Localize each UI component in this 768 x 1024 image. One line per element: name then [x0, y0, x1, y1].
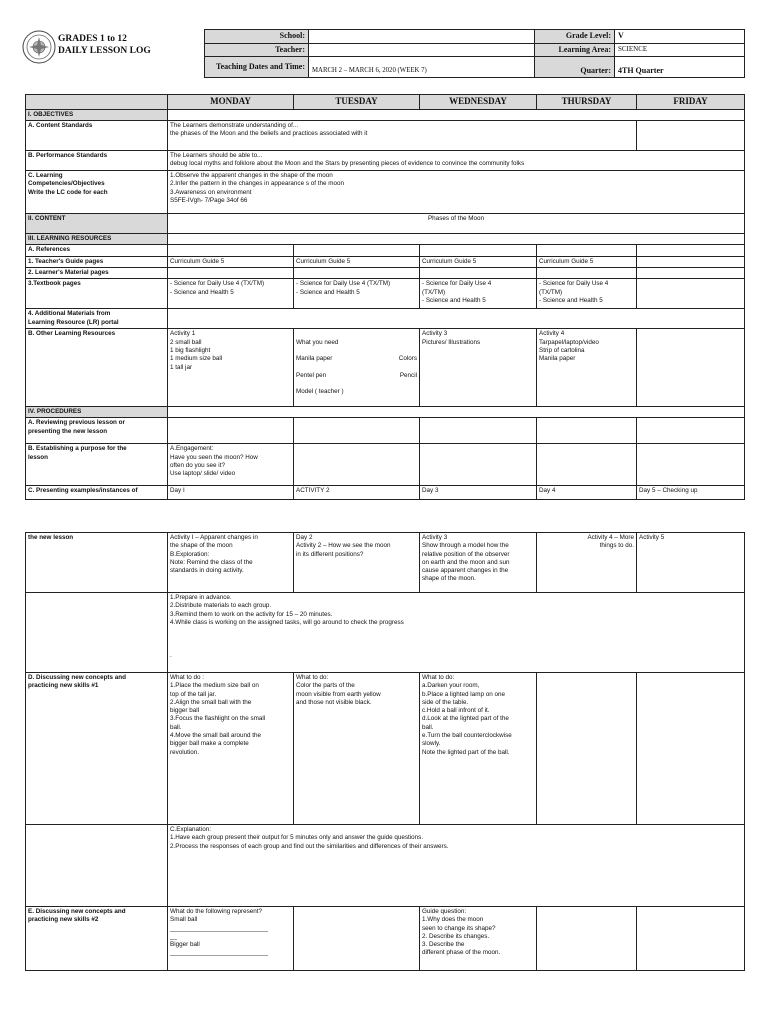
grade-level-value: V — [615, 30, 745, 44]
day-header-wednesday: WEDNESDAY — [420, 95, 537, 110]
reviewing-lesson-label: A. Reviewing previous lesson or presenting the new lesson — [26, 418, 168, 444]
learning-resources-row — [168, 234, 745, 245]
quarter-value: 4TH Quarter — [615, 57, 745, 78]
textbook-tuesday: - Science for Daily Use 4 (TX/TM) - Science and Health 5 — [294, 279, 420, 309]
reviewing-cell — [637, 418, 745, 444]
content-standards-friday — [637, 121, 745, 151]
instructions-merged: 1.Prepare in advance. 2.Distribute materials to each group. 3.Remind them to work on the activity for 15 – 20 minutes. 4.While class is working on the assigned tasks, will go around to check the progress . — [168, 593, 745, 673]
reviewing-cell — [294, 418, 420, 444]
day-header-tuesday: TUESDAY — [294, 95, 420, 110]
tg-monday: Curriculum Guide 5 — [168, 256, 294, 267]
tue-item-pentel: Pentel pen — [296, 371, 327, 379]
discussing-2-monday: What do the following represent? Small ball ____________________________ __ Bigger ball ____________________________ — [168, 907, 294, 971]
references-cell — [637, 245, 745, 256]
discussing-1-wednesday: What to do: a.Darken your room, b.Place a lighted lamp on one side of the table. c.Hold a ball infront of it. d.Look at the lighted part of the ball. e.Turn the ball counterclockwise slowly. Note the lighted part of the ball. — [420, 673, 537, 825]
objectives-heading: I. OBJECTIVES — [26, 109, 168, 120]
new-lesson-label: the new lesson — [26, 533, 168, 593]
corner-cell — [26, 95, 168, 110]
explanation-merged: C.Explanation: 1.Have each group present their output for 5 minutes only and answer the guide questions. 2.Process the responses of each group and find out the similarities and differences of their answers. — [168, 825, 745, 907]
objectives-row — [168, 109, 745, 120]
tg-wednesday: Curriculum Guide 5 — [420, 256, 537, 267]
other-resources-monday: Activity 1 2 small ball 1 big flashlight 1 medium size ball 1 tall jar — [168, 329, 294, 407]
title-line-1: GRADES 1 to 12 — [58, 34, 127, 44]
new-lesson-friday: Activity 5 — [637, 533, 745, 593]
reviewing-cell — [168, 418, 294, 444]
content-text: Phases of the Moon — [168, 214, 745, 234]
discussing-1-label: D. Discussing new concepts and practicing new skills #1 — [26, 673, 168, 825]
tue-item-manila: Manila paper — [296, 355, 333, 363]
tg-thursday: Curriculum Guide 5 — [537, 256, 637, 267]
textbook-wednesday: - Science for Daily Use 4 (TX/TM) - Science and Health 5 — [420, 279, 537, 309]
establishing-cell — [637, 444, 745, 486]
lm-cell — [637, 268, 745, 279]
other-resources-friday — [637, 329, 745, 407]
learning-area-label: Learning Area: — [535, 43, 615, 57]
quarter-label: Quarter: — [535, 57, 615, 78]
presenting-friday: Day 5 – Checking up — [637, 486, 745, 500]
textbook-friday — [637, 279, 745, 309]
lesson-log-table-page1 — [25, 94, 745, 500]
discussing-2-friday — [637, 907, 745, 971]
discussing-2-label: E. Discussing new concepts and practicing new skills #2 — [26, 907, 168, 971]
lm-cell — [420, 268, 537, 279]
school-label: School: — [205, 30, 309, 44]
day-header-friday: FRIDAY — [637, 95, 745, 110]
new-lesson-thursday: Activity 4 – More things to do. — [537, 533, 637, 593]
reviewing-cell — [420, 418, 537, 444]
header-info-table — [204, 29, 745, 78]
teachers-guide-label: 1. Teacher's Guide pages — [26, 256, 168, 267]
lm-cell — [168, 268, 294, 279]
discussing-2-wednesday: Guide question: 1.Why does the moon seen to change its shape? 2. Describe its changes. 3. Describe the different phase of the moon. — [420, 907, 537, 971]
learners-material-label: 2. Learner's Material pages — [26, 268, 168, 279]
references-cell — [420, 245, 537, 256]
explanation-blank — [26, 825, 168, 907]
textbook-monday: - Science for Daily Use 4 (TX/TM) - Science and Health 5 — [168, 279, 294, 309]
other-resources-tuesday — [294, 329, 420, 407]
new-lesson-tuesday: Day 2 Activity 2 – How we see the moon in its different positions? — [294, 533, 420, 593]
other-resources-label: B. Other Learning Resources — [26, 329, 168, 407]
presenting-thursday: Day 4 — [537, 486, 637, 500]
procedures-heading: IV. PROCEDURES — [26, 407, 168, 418]
references-label: A. References — [26, 245, 168, 256]
establishing-purpose-monday: A.Engagement: Have you seen the moon? How often do you see it? Use laptop/ slide/ video — [168, 444, 294, 486]
references-cell — [168, 245, 294, 256]
tg-friday — [637, 256, 745, 267]
teacher-label: Teacher: — [205, 43, 309, 57]
tue-item-pencil: Pencil — [399, 371, 417, 379]
learning-resources-heading: III. LEARNING RESOURCES — [26, 234, 168, 245]
learning-competencies-label: C. Learning Competencies/Objectives Write the LC code for each — [26, 171, 168, 214]
references-cell — [294, 245, 420, 256]
content-standards-label: A. Content Standards — [26, 121, 168, 151]
discussing-2-tuesday — [294, 907, 420, 971]
references-cell — [537, 245, 637, 256]
tue-item-colors: Colors — [398, 355, 417, 363]
establishing-cell — [537, 444, 637, 486]
discussing-1-tuesday: What to do: Color the parts of the moon visible from earth yellow and those not visible black. — [294, 673, 420, 825]
deped-seal-icon — [22, 30, 56, 64]
discussing-1-thursday — [537, 673, 637, 825]
learning-competencies-text: 1.Observe the apparent changes in the shape of the moon 2.Infer the pattern in the changes in appearance s of the moon 3.Awareness on environment S5FE-IVgh- 7/Page 34of 66 — [168, 171, 745, 214]
tg-tuesday: Curriculum Guide 5 — [294, 256, 420, 267]
title-line-2: DAILY LESSON LOG — [58, 45, 151, 56]
performance-standards-label: B. Performance Standards — [26, 151, 168, 171]
establishing-cell — [420, 444, 537, 486]
instructions-blank — [26, 593, 168, 673]
reviewing-cell — [537, 418, 637, 444]
performance-standards-text: The Learners should be able to... debug local myths and folklore about the Moon and the Stars by presenting pieces of evidence to convince the community folks — [168, 151, 745, 171]
grade-level-label: Grade Level: — [535, 30, 615, 44]
content-standards-text: The Learners demonstrate understanding of... the phases of the Moon and the beliefs and practices associated with it — [168, 121, 637, 151]
establishing-cell — [294, 444, 420, 486]
presenting-tuesday: ACTIVITY 2 — [294, 486, 420, 500]
textbook-pages-label: 3.Textbook pages — [26, 279, 168, 309]
other-resources-thursday: Activity 4 Tarpapel/laptop/video Strip of cartolina Manila paper — [537, 329, 637, 407]
textbook-thursday: - Science for Daily Use 4 (TX/TM) - Science and Health 5 — [537, 279, 637, 309]
document-title — [58, 34, 151, 58]
school-value — [309, 30, 535, 44]
day-header-thursday: THURSDAY — [537, 95, 637, 110]
content-heading: II. CONTENT — [26, 214, 168, 234]
tue-what-you-need: What you need — [296, 338, 339, 346]
discussing-2-thursday — [537, 907, 637, 971]
other-resources-wednesday: Activity 3 Pictures/ Illustrations — [420, 329, 537, 407]
new-lesson-wednesday: Activity 3 Show through a model how the relative position of the observer on earth and the moon and sun cause apparent changes in the shape of the moon. — [420, 533, 537, 593]
additional-materials-row — [168, 309, 745, 329]
day-header-monday: MONDAY — [168, 95, 294, 110]
additional-materials-label: 4. Additional Materials from Learning Resource (LR) portal — [26, 309, 168, 329]
discussing-1-monday: What to do : 1.Place the medium size ball on top of the tall jar. 2.Align the small ball with the bigger ball 3.Focus the flashlight on the small ball. 4.Move the small ball around the bigger ball make a complete revolution. — [168, 673, 294, 825]
teacher-value — [309, 43, 535, 57]
teaching-dates-value: MARCH 2 – MARCH 6, 2020 (WEEK 7) — [309, 57, 535, 78]
presenting-examples-label: C. Presenting examples/instances of — [26, 486, 168, 500]
learning-area-value: SCIENCE — [615, 43, 745, 57]
discussing-1-friday — [637, 673, 745, 825]
tue-item-model: Model ( teacher ) — [296, 388, 344, 396]
presenting-wednesday: Day 3 — [420, 486, 537, 500]
lm-cell — [537, 268, 637, 279]
lesson-log-table-page2 — [25, 532, 745, 971]
presenting-monday: Day I — [168, 486, 294, 500]
new-lesson-monday: Activity I – Apparent changes in the shape of the moon B.Exploration: Note: Remind the class of the standards in doing activity. — [168, 533, 294, 593]
teaching-dates-label: Teaching Dates and Time: — [205, 57, 309, 78]
procedures-row — [168, 407, 745, 418]
lm-cell — [294, 268, 420, 279]
establishing-purpose-label: B. Establishing a purpose for the lesson — [26, 444, 168, 486]
